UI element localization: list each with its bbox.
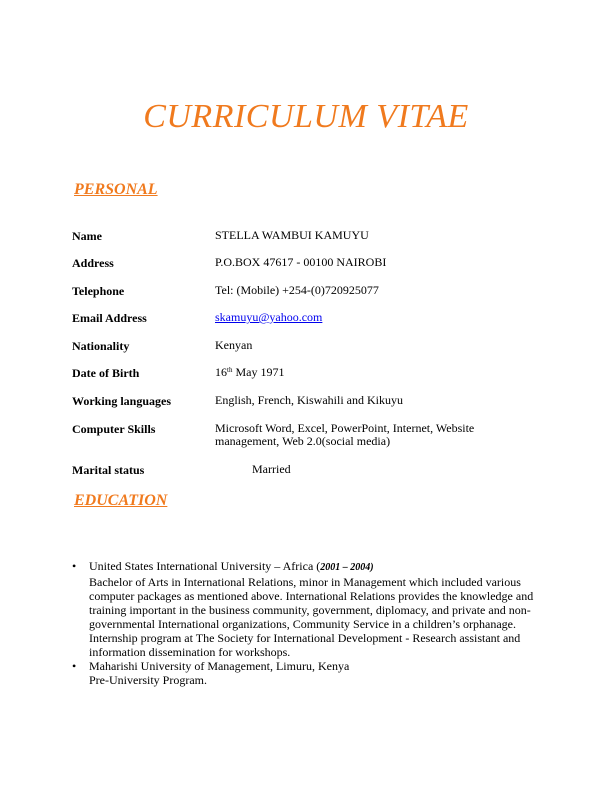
dob-value [215,366,525,379]
email-link[interactable]: skamuyu@yahoo.com [215,310,323,324]
dob-day: 16 [215,365,227,379]
education-institution: Maharishi University of Management, Limuru, Kenya [89,659,350,673]
languages-label: Working languages [72,394,172,408]
marital-status-label: Marital status [72,463,145,477]
address-value: P.O.BOX 47617 - 00100 NAIROBI [215,255,387,269]
nationality-label: Nationality [72,339,130,353]
education-institution: United States International University – Africa ( [89,559,321,573]
computer-skills-label: Computer Skills [72,422,156,436]
education-section-heading: EDUCATION [74,492,168,509]
languages-value: English, French, Kiswahili and Kikuyu [215,393,403,407]
education-list [72,559,542,687]
dob-suffix: th [227,366,233,374]
education-details: Pre-University Program. [89,673,207,687]
dob-rest: May 1971 [232,365,285,379]
document-title: CURRICULUM VITAE [143,98,469,135]
education-years: 2001 – 2004) [320,562,374,573]
name-label: Name [72,229,102,243]
education-details: Bachelor of Arts in International Relations, minor in Management which included various computer packages as mentioned above. International Relations provides the knowledge and training important in the business community, government, diplomacy, and private and non-governmental International organizations, Community Service in a children’s orphanage. Internship program at The Society for International Development - Research assistant and information dissemination for workshops. [89,575,534,659]
education-item [72,559,542,659]
education-item-header [89,559,542,575]
computer-skills-value: Microsoft Word, Excel, PowerPoint, Internet, Website management, Web 2.0(social media) [215,421,475,448]
telephone-label: Telephone [72,284,125,298]
bullet-icon: • [72,559,77,573]
telephone-value: Tel: (Mobile) +254-(0)720925077 [215,283,379,297]
email-label: Email Address [72,311,147,325]
email-value [215,311,525,324]
marital-status-value: Married [252,462,291,476]
education-item [72,659,542,687]
nationality-value: Kenyan [215,338,253,352]
bullet-icon: • [72,659,77,673]
name-value: STELLA WAMBUI KAMUYU [215,228,369,242]
personal-section-heading: PERSONAL [74,181,158,198]
address-label: Address [72,256,114,270]
dob-label: Date of Birth [72,366,140,380]
